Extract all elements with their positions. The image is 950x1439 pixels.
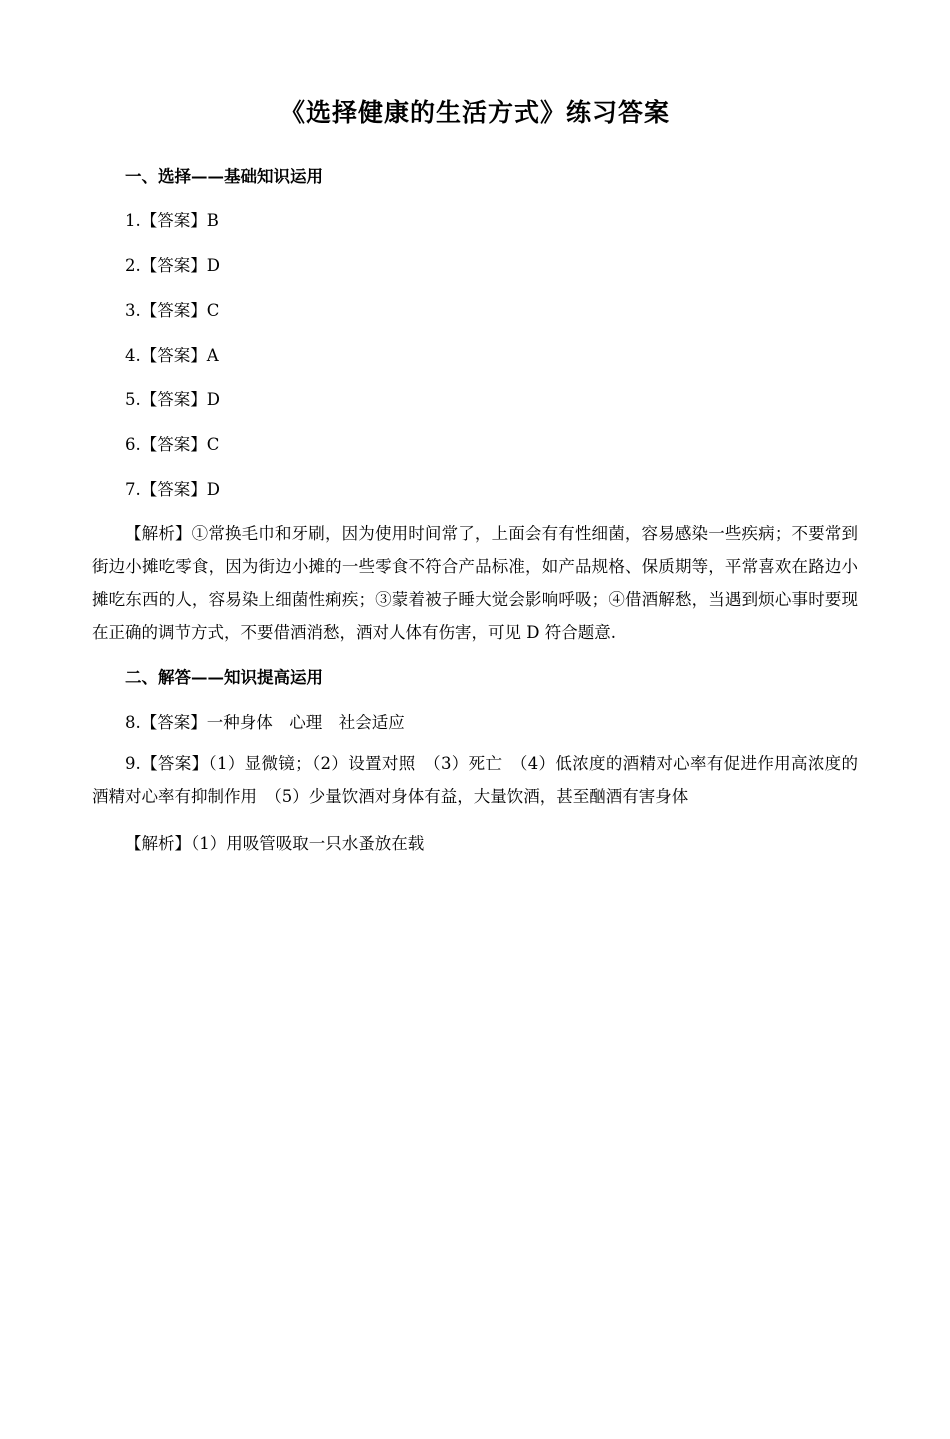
document-page: [0, 95, 950, 1439]
explanation-solution: 【解析】（1）用吸管吸取一只水蚤放在载: [125, 833, 425, 853]
answer-item-2: 2.【答案】D: [125, 256, 220, 276]
section-heading-choice: 一、选择——基础知识运用: [125, 167, 323, 186]
answer-item-1: 1.【答案】B: [125, 211, 219, 231]
answer-item-5: 5.【答案】D: [125, 390, 220, 410]
answer-item-6: 6.【答案】C: [125, 434, 220, 454]
answer-item-4: 4.【答案】A: [125, 345, 219, 365]
answer-item-9: 9.【答案】（1）显微镜；（2）设置对照 （3）死亡 （4）低浓度的酒精对心率有促进作用高浓度的酒精对心率有抑制作用 （5）少量饮酒对身体有益，大量饮酒，甚至酗酒有害身体: [92, 753, 858, 806]
answer-item-8: 8.【答案】一种身体 心理 社会适应: [125, 712, 405, 732]
section-heading-solution: 二、解答——知识提高运用: [125, 668, 323, 688]
page-title: 《选择健康的生活方式》练习答案: [279, 98, 670, 127]
answer-item-3: 3.【答案】C: [125, 300, 220, 320]
explanation-choice: 【解析】①常换毛巾和牙刷，因为使用时间常了，上面会有有性细菌，容易感染一些疾病；不要常到街边小摊吃零食，因为街边小摊的一些零食不符合产品标准，如产品规格、保质期等，平常喜欢在路边小摊吃东西的人，容易染上细菌性痢疾；③蒙着被子睡大觉会影响呼吸；④借酒解愁，当遇到烦心事时要现在正确的调节方式，不要借酒消愁，酒对人体有伤害，可见 D 符合题意.: [92, 524, 858, 643]
answer-item-7: 7.【答案】D: [125, 479, 220, 499]
